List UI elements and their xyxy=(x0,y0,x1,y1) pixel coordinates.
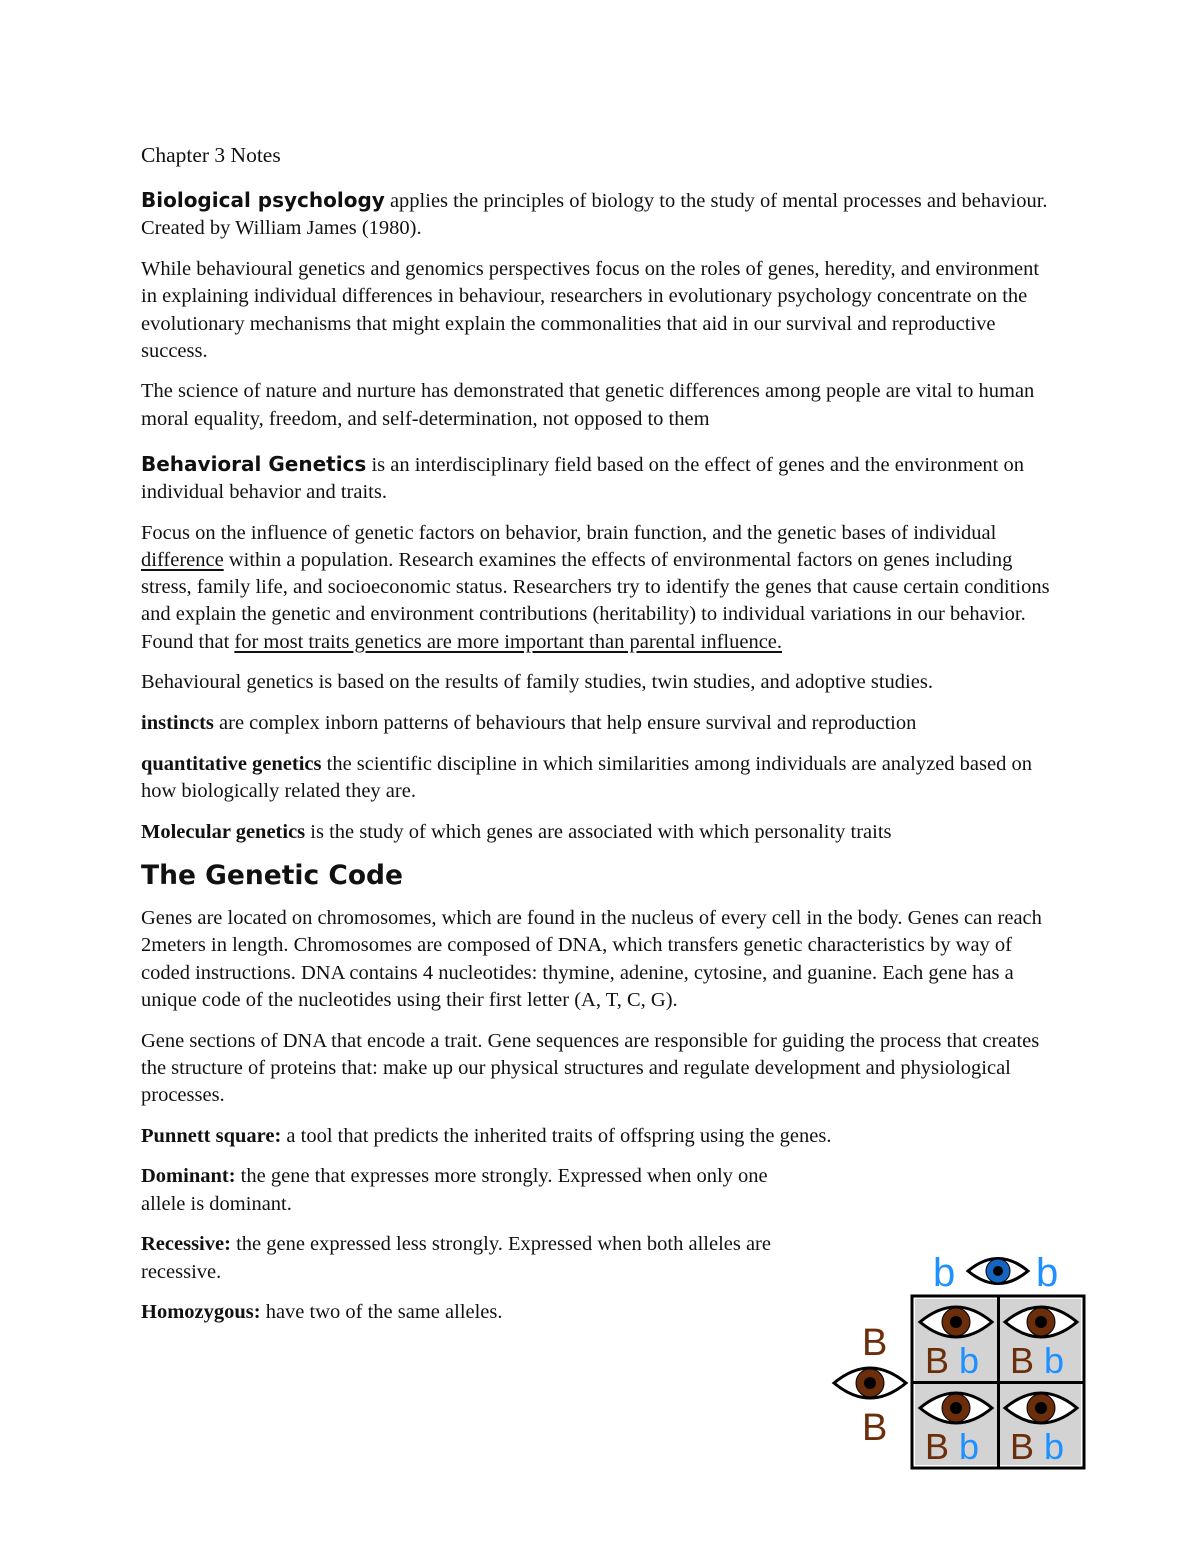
allele-label: B xyxy=(925,1426,950,1467)
allele-label: b xyxy=(1044,1426,1065,1467)
paragraph-studies: Behavioural genetics is based on the results of family studies, twin studies, and adoptive studies. xyxy=(141,671,933,694)
term-homozygous: Homozygous: xyxy=(141,1301,261,1324)
definition-text: is the study of which genes are associated with which personality traits xyxy=(305,820,892,843)
allele-label: B xyxy=(1010,1426,1035,1467)
paragraph-recessive xyxy=(141,1231,791,1285)
text-segment: within a population. Research examines the effects of environmental factors on genes including stress, family life, and socioeconomic status. Researchers try to identify the genes that cause certain conditions and explain the genetic and environment contributions (heritability) to individual variations in our behavior. Found that xyxy=(141,548,1050,653)
term-quantitative-genetics: quantitative genetics xyxy=(141,752,322,775)
allele-label: b xyxy=(959,1426,980,1467)
definition-text: have two of the same alleles. xyxy=(260,1301,503,1324)
paragraph-homozygous xyxy=(141,1299,791,1326)
heading-genetic-code: The Genetic Code xyxy=(141,860,403,892)
paragraph-instincts xyxy=(141,710,1056,737)
page-title: Chapter 3 Notes xyxy=(141,143,281,167)
paragraph-gene-sections: Gene sections of DNA that encode a trait. Gene sequences are responsible for guiding the process that creates the structure of proteins that: make up our physical structures and regulate development and physiological processes. xyxy=(141,1029,1040,1106)
paragraph-punnett-square xyxy=(141,1123,1056,1150)
allele-label: B xyxy=(862,1407,888,1449)
definition-text: applies the principles of biology to the study of mental processes and behaviour. Created by William James (1980). xyxy=(141,190,1048,240)
allele-label: B xyxy=(925,1340,950,1381)
paragraph-behavioral-genetics xyxy=(141,451,1056,506)
term-recessive: Recessive: xyxy=(141,1233,231,1256)
paragraph-dominant xyxy=(141,1163,791,1217)
document-page xyxy=(141,142,1059,1340)
term-dominant: Dominant: xyxy=(141,1165,236,1188)
blue-eye-icon xyxy=(968,1259,1028,1284)
definition-text: are complex inborn patterns of behaviours that help ensure survival and reproduction xyxy=(213,711,917,734)
definition-text: a tool that predicts the inherited traits of offspring using the genes. xyxy=(281,1124,832,1147)
allele-label: b xyxy=(959,1340,980,1381)
paragraph-quantitative-genetics xyxy=(141,751,1056,805)
allele-label: B xyxy=(862,1322,888,1364)
definition-text: the gene that expresses more strongly. Expressed when only one allele is dominant. xyxy=(141,1165,768,1215)
term-punnett-square: Punnett square: xyxy=(141,1124,282,1147)
definition-text: the scientific discipline in which similarities among individuals are analyzed based on how biologically related they are. xyxy=(141,752,1032,802)
brown-eye-icon xyxy=(834,1368,906,1398)
definition-text: the gene expressed less strongly. Expressed when both alleles are recessive. xyxy=(141,1233,771,1283)
text-segment: Focus on the influence of genetic factors on behavior, brain function, and the genetic bases of individual xyxy=(141,521,997,544)
term-biological-psychology: Biological psychology xyxy=(141,188,385,213)
allele-label: B xyxy=(1010,1340,1035,1381)
term-instincts: instincts xyxy=(141,711,214,734)
underlined-text: difference xyxy=(141,548,224,571)
paragraph-molecular-genetics xyxy=(141,819,1056,846)
allele-label: b xyxy=(933,1251,956,1295)
allele-label: b xyxy=(1044,1340,1065,1381)
paragraph-focus xyxy=(141,520,1056,656)
paragraph-biological-psychology xyxy=(141,187,1056,242)
definition-text: is an interdisciplinary field based on the effect of genes and the environment on individual behavior and traits. xyxy=(141,453,1025,504)
paragraph-nature-nurture: The science of nature and nurture has demonstrated that genetic differences among people are vital to human moral equality, freedom, and self-determination, not opposed to them xyxy=(141,380,1035,430)
punnett-square-diagram xyxy=(830,1240,1090,1472)
term-behavioral-genetics: Behavioral Genetics xyxy=(141,451,367,476)
term-molecular-genetics: Molecular genetics xyxy=(141,820,306,843)
underlined-text: for most traits genetics are more important than parental influence. xyxy=(234,630,783,653)
paragraph-genes: Genes are located on chromosomes, which are found in the nucleus of every cell in the body. Genes can reach 2meters in length. Chromosomes are composed of DNA, which transfers genetic characteristics by way of coded instructions. DNA contains 4 nucleotides: thymine, adenine, cytosine, and guanine. Each gene has a unique code of the nucleotides using their first letter (A, T, C, G). xyxy=(141,907,1042,1011)
allele-label: b xyxy=(1036,1251,1059,1295)
paragraph-evolutionary: While behavioural genetics and genomics perspectives focus on the roles of genes, heredity, and environment in explaining individual differences in behaviour, researchers in evolutionary psychology concentrate on the evolutionary mechanisms that might explain the commonalities that aid in our survival and reproductive success. xyxy=(141,258,1040,362)
